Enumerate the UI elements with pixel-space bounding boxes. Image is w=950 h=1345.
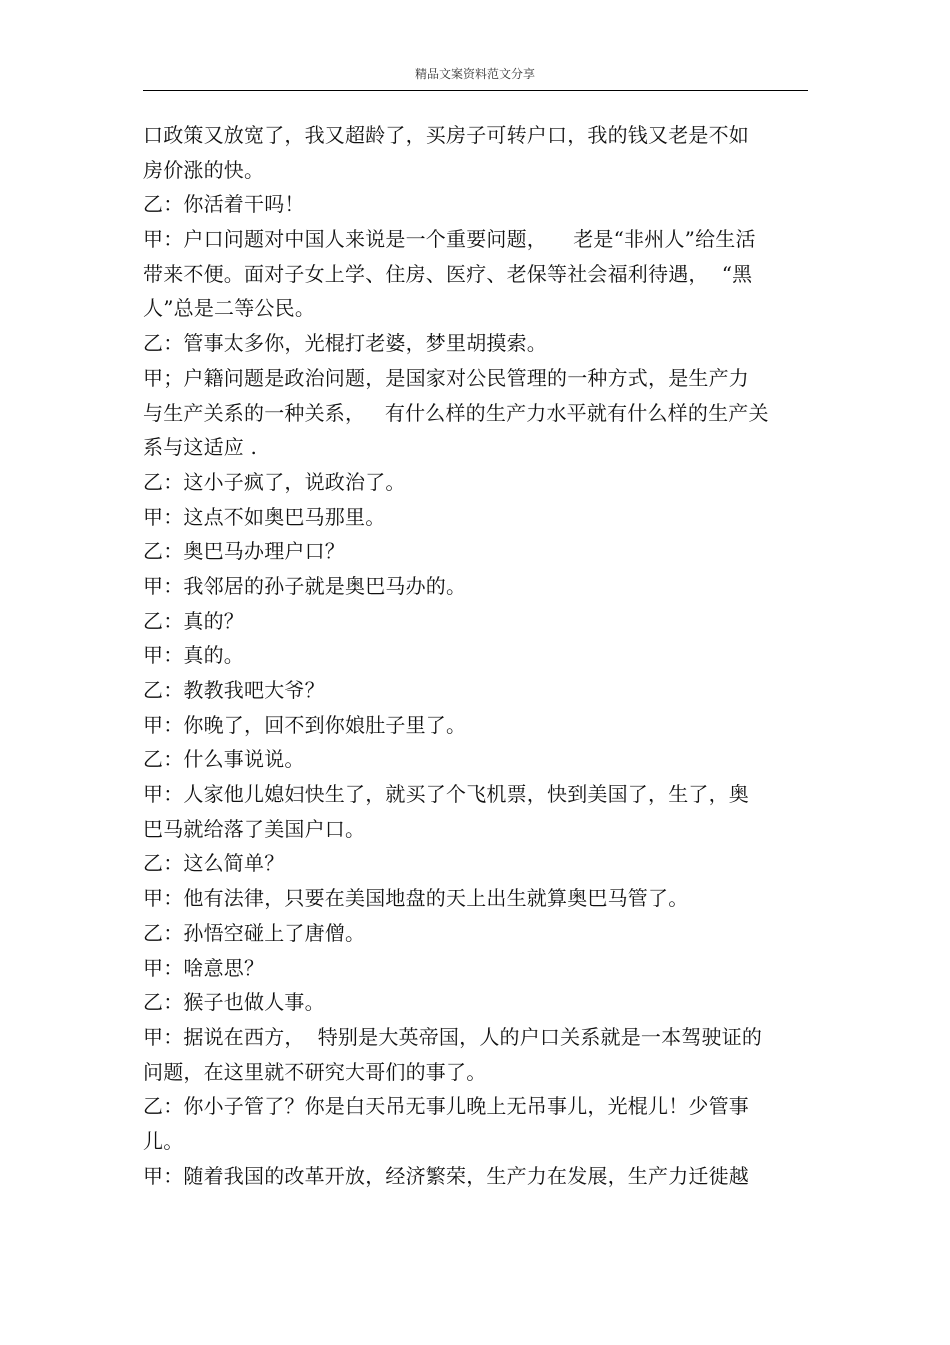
text-line: 甲：户口问题对中国人来说是一个重要问题， 老是“非州人”给生活 <box>143 227 756 252</box>
text-line: 系与这适应 . <box>143 435 258 460</box>
text-line: 甲：他有法律，只要在美国地盘的天上出生就算奥巴马管了。 <box>143 886 689 911</box>
text-line: 甲：随着我国的改革开放，经济繁荣，生产力在发展，生产力迁徙越 <box>143 1163 749 1188</box>
text-line: 带来不便。面对子女上学、住房、医疗、老保等社会福利待遇， “黑 <box>143 261 753 286</box>
text-line: 乙：奥巴马办理户口？ <box>143 539 345 564</box>
text-line: 乙：你活着干吗！ <box>143 192 305 217</box>
text-line: 甲：啥意思？ <box>143 955 265 980</box>
text-line: 乙：教教我吧大爷？ <box>143 678 325 702</box>
text-line: 乙：这么简单？ <box>143 851 285 876</box>
page-header <box>0 66 950 82</box>
text-line: 人”总是二等公民。 <box>143 296 316 321</box>
text-line: 乙：什么事说说。 <box>143 747 305 772</box>
text-line: 甲：我邻居的孙子就是奥巴马办的。 <box>143 573 467 598</box>
text-line: 巴马就给落了美国户口。 <box>143 816 366 841</box>
text-line: 乙：这小子疯了，说政治了。 <box>143 469 406 494</box>
text-line: 甲：据说在西方， 特别是大英帝国，人的户口关系就是一本驾驶证的 <box>143 1024 763 1049</box>
text-line: 问题，在这里就不研究大哥们的事了。 <box>143 1059 487 1084</box>
text-line: 与生产关系的一种关系， 有什么样的生产力水平就有什么样的生产关 <box>143 400 769 425</box>
text-line: 乙：真的？ <box>143 608 244 633</box>
text-line: 甲：人家他儿媳妇快生了，就买了个飞机票，快到美国了，生了，奥 <box>143 782 749 807</box>
text-line: 甲：这点不如奥巴马那里。 <box>143 504 386 529</box>
text-line: 房价涨的快。 <box>143 157 265 182</box>
text-line: 甲：真的。 <box>143 643 244 668</box>
text-line: 儿。 <box>143 1128 184 1153</box>
text-line: 口政策又放宽了，我又超龄了，买房子可转户口，我的钱又老是不如 <box>143 123 749 147</box>
text-line: 甲：你晚了，回不到你娘肚子里了。 <box>143 712 467 737</box>
text-line: 乙：管事太多你，光棍打老婆，梦里胡摸索。 <box>143 331 547 356</box>
document-body <box>143 118 808 1193</box>
header-title: 精品文案资料范文分享 <box>414 67 535 81</box>
text-line: 乙：猴子也做人事。 <box>143 990 325 1015</box>
text-line: 乙：孙悟空碰上了唐僧。 <box>143 920 366 945</box>
header-divider <box>143 90 808 91</box>
text-line: 甲；户籍问题是政治问题，是国家对公民管理的一种方式，是生产力 <box>143 365 749 390</box>
text-line: 乙：你小子管了？你是白天吊无事儿晚上无吊事儿，光棍儿！少管事 <box>143 1094 749 1119</box>
